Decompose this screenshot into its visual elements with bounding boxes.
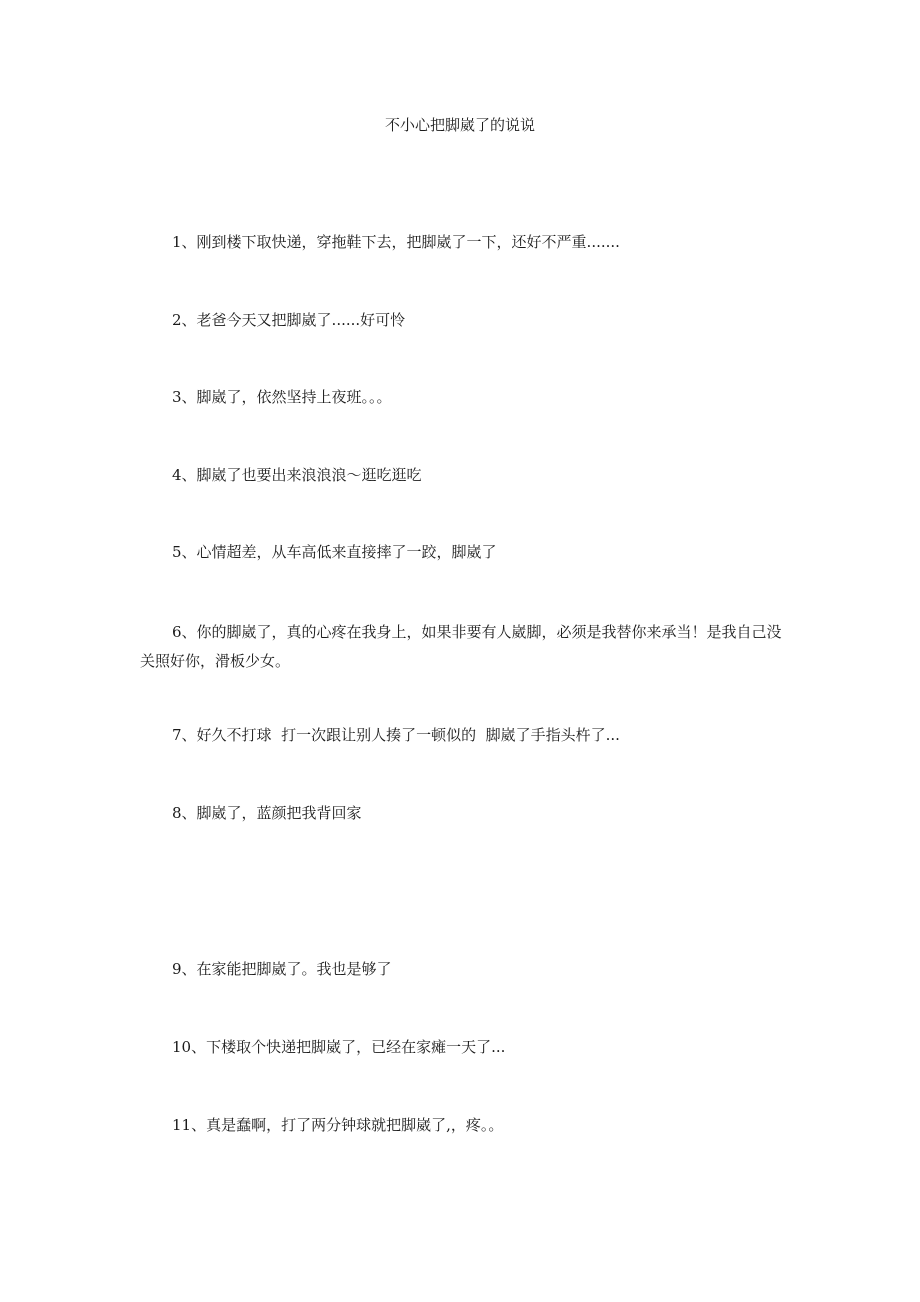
list-item-4: 4、脚崴了也要出来浪浪浪～逛吃逛吃 [172, 466, 422, 484]
list-item-8: 8、脚崴了，蓝颜把我背回家 [172, 804, 362, 822]
list-item-1: 1、刚到楼下取快递，穿拖鞋下去，把脚崴了一下，还好不严重....... [172, 233, 620, 251]
list-item-3: 3、脚崴了，依然坚持上夜班。。。 [172, 388, 392, 406]
page-title: 不小心把脚崴了的说说 [384, 116, 535, 134]
list-item-11: 11、真是蠢啊，打了两分钟球就把脚崴了,，疼。。 [172, 1116, 504, 1134]
list-item-6: 6、你的脚崴了，真的心疼在我身上，如果非要有人崴脚，必须是我替你来承当！是我自己没关照好你，滑板少女。 [140, 623, 782, 670]
list-item-2: 2、老爸今天又把脚崴了......好可怜 [172, 311, 406, 329]
list-item-7: 7、好久不打球 打一次跟让别人揍了一顿似的 脚崴了手指头杵了... [172, 726, 620, 744]
list-item-5: 5、心情超差，从车高低来直接摔了一跤，脚崴了 [172, 543, 497, 561]
list-item-10: 10、下楼取个快递把脚崴了，已经在家瘫一天了... [172, 1038, 506, 1056]
list-item-9: 9、在家能把脚崴了。我也是够了 [172, 960, 392, 978]
